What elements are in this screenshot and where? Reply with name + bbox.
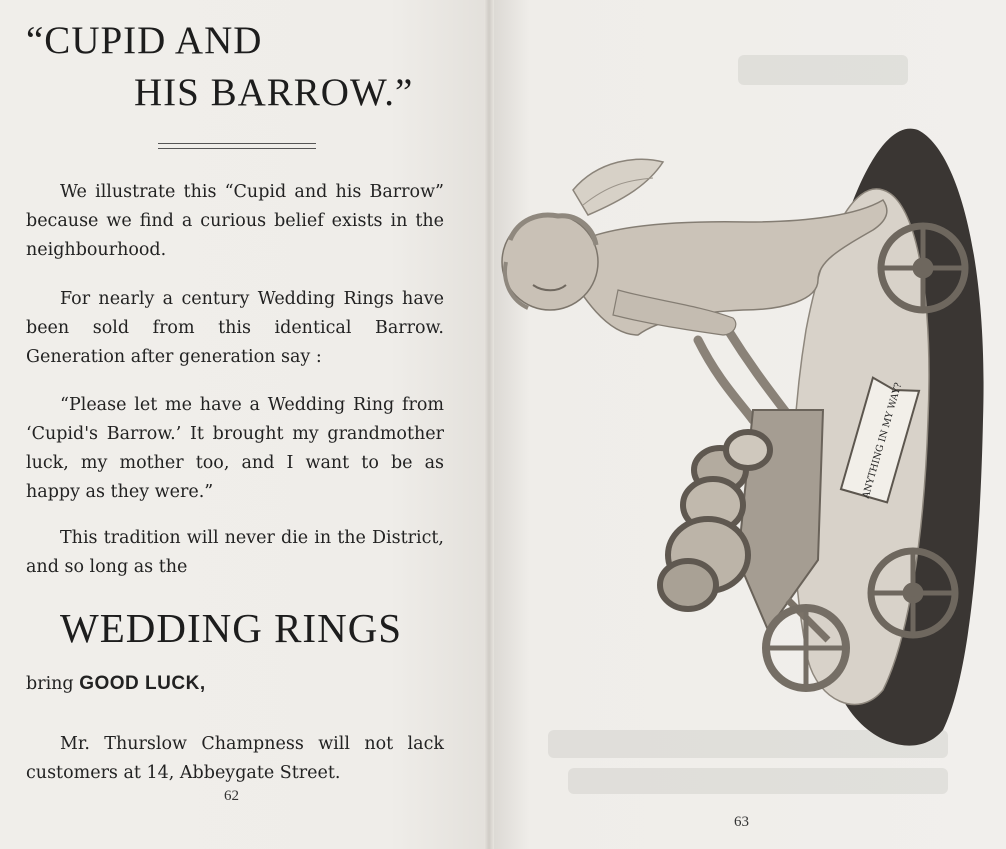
title-rule-bottom bbox=[158, 148, 316, 149]
title-line-2: HIS BARROW.” bbox=[134, 71, 414, 114]
paragraph-3: “Please let me have a Wedding Ring from ‘Cupid's Barrow.’ It brought my grandmother luck, my mother too, and I want to be as happy as they were.” bbox=[26, 395, 444, 502]
page-number-right: 63 bbox=[734, 814, 749, 830]
base-wheel-bottom bbox=[871, 551, 955, 635]
closing-paragraph: Mr. Thurslow Champness will not lack customers at 14, Abbeygate Street. bbox=[26, 734, 444, 783]
bring-text: bring bbox=[26, 674, 74, 694]
left-page bbox=[0, 0, 488, 849]
base-wheel-top bbox=[881, 226, 965, 310]
title-line-1: “CUPID AND bbox=[26, 19, 263, 62]
good-luck-line bbox=[26, 673, 206, 695]
cupid-barrow-illustration bbox=[488, 0, 1006, 849]
page-number-left: 62 bbox=[224, 788, 239, 804]
good-luck-text: GOOD LUCK, bbox=[79, 673, 206, 694]
paragraph-2: For nearly a century Wedding Rings have been sold from this identical Barrow. Generation after generation say : bbox=[26, 289, 444, 367]
wedding-rings-heading: WEDDING RINGS bbox=[60, 605, 403, 651]
sign-text: ANYTHING IN MY WAY? bbox=[860, 381, 905, 500]
book-gutter bbox=[484, 0, 494, 849]
paragraph-4: This tradition will never die in the District, and so long as the bbox=[26, 528, 444, 577]
paragraph-1: We illustrate this “Cupid and his Barrow” because we find a curious belief exists in the neighbourhood. bbox=[26, 182, 444, 260]
right-page bbox=[488, 0, 1006, 849]
title-rule-top bbox=[158, 143, 316, 144]
